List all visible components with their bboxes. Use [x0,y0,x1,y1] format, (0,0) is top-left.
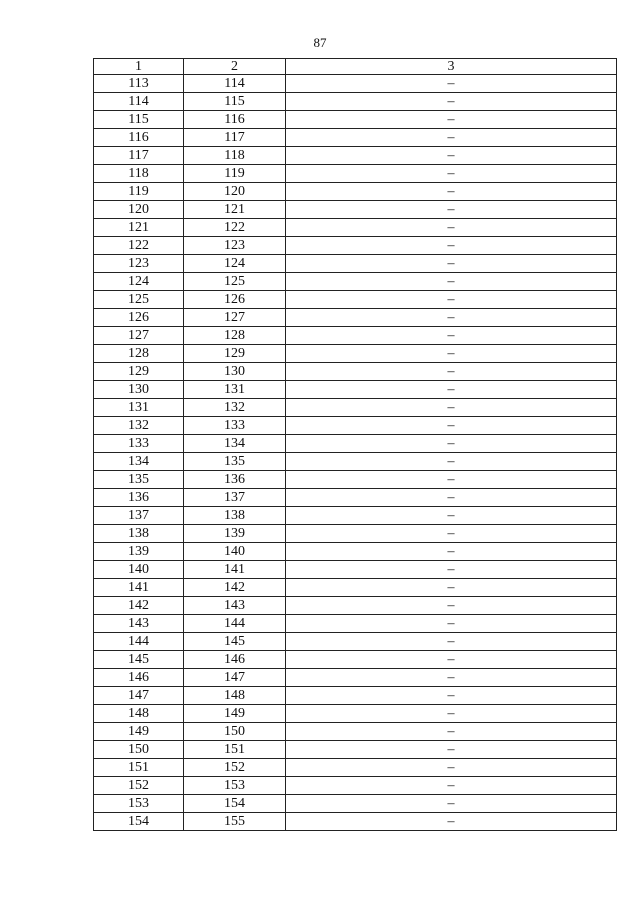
table-cell-col3: – [286,111,617,129]
table-row [94,75,617,93]
table-cell-col1: 140 [94,561,184,579]
table-cell-col1: 123 [94,255,184,273]
table-row [94,687,617,705]
table-cell-col1: 141 [94,579,184,597]
table-cell-col1: 152 [94,777,184,795]
table-cell-col2: 148 [184,687,286,705]
table-cell-col1: 151 [94,759,184,777]
table-cell-col1: 130 [94,381,184,399]
table-cell-col3: – [286,363,617,381]
page-number: 87 [313,35,327,50]
table-cell-col1: 121 [94,219,184,237]
table-cell-col1: 153 [94,795,184,813]
table-cell-col1: 134 [94,453,184,471]
table-row [94,633,617,651]
table-cell-col1: 138 [94,525,184,543]
table-cell-col1: 116 [94,129,184,147]
table-cell-col3: – [286,399,617,417]
table-cell-col1: 115 [94,111,184,129]
table-cell-col2: 151 [184,741,286,759]
table-cell-col1: 136 [94,489,184,507]
table-row [94,507,617,525]
table-row [94,525,617,543]
table-row [94,651,617,669]
table-row [94,471,617,489]
table-row [94,543,617,561]
table-cell-col1: 131 [94,399,184,417]
table-cell-col3: – [286,255,617,273]
table-cell-col2: 153 [184,777,286,795]
table-cell-col1: 126 [94,309,184,327]
table-cell-col3: – [286,597,617,615]
table-row [94,381,617,399]
table-cell-col2: 132 [184,399,286,417]
table-cell-col3: – [286,381,617,399]
table-cell-col2: 149 [184,705,286,723]
table-cell-col3: – [286,651,617,669]
column-header-2: 2 [184,59,286,75]
table-row [94,579,617,597]
table-cell-col2: 147 [184,669,286,687]
table-cell-col1: 146 [94,669,184,687]
table-cell-col2: 139 [184,525,286,543]
table-cell-col2: 144 [184,615,286,633]
table-cell-col2: 131 [184,381,286,399]
table-cell-col1: 125 [94,291,184,309]
table-cell-col2: 120 [184,183,286,201]
table-cell-col3: – [286,183,617,201]
table-cell-col2: 119 [184,165,286,183]
table-row [94,309,617,327]
table-row [94,363,617,381]
table-cell-col1: 147 [94,687,184,705]
table-row [94,129,617,147]
table-row [94,219,617,237]
table-cell-col1: 149 [94,723,184,741]
table-cell-col3: – [286,759,617,777]
table-cell-col3: – [286,471,617,489]
table-row [94,291,617,309]
table-cell-col3: – [286,795,617,813]
table-cell-col3: – [286,165,617,183]
table-cell-col2: 133 [184,417,286,435]
table-cell-col1: 150 [94,741,184,759]
table-row [94,399,617,417]
table-cell-col1: 137 [94,507,184,525]
table-cell-col2: 121 [184,201,286,219]
table-row [94,759,617,777]
table-row [94,183,617,201]
table-row [94,795,617,813]
table-cell-col1: 122 [94,237,184,255]
table-cell-col1: 148 [94,705,184,723]
table-row [94,147,617,165]
table-cell-col2: 145 [184,633,286,651]
table-row [94,255,617,273]
column-header-1: 1 [94,59,184,75]
table-cell-col2: 141 [184,561,286,579]
table-row [94,813,617,831]
table-cell-col2: 114 [184,75,286,93]
table-cell-col2: 118 [184,147,286,165]
table-cell-col1: 132 [94,417,184,435]
table-row [94,165,617,183]
table-cell-col2: 123 [184,237,286,255]
table-cell-col1: 144 [94,633,184,651]
table-cell-col2: 155 [184,813,286,831]
table-row [94,237,617,255]
table-row [94,489,617,507]
table-cell-col2: 135 [184,453,286,471]
table-row [94,741,617,759]
table-cell-col2: 122 [184,219,286,237]
table-cell-col3: – [286,507,617,525]
table-row [94,561,617,579]
table-cell-col2: 125 [184,273,286,291]
table-cell-col1: 120 [94,201,184,219]
table-row [94,669,617,687]
table-cell-col2: 116 [184,111,286,129]
table-header-row [94,59,617,75]
table-cell-col1: 143 [94,615,184,633]
table-cell-col2: 115 [184,93,286,111]
table-cell-col3: – [286,633,617,651]
table-cell-col1: 118 [94,165,184,183]
table-cell-col2: 130 [184,363,286,381]
table-cell-col3: – [286,525,617,543]
table-cell-col2: 136 [184,471,286,489]
table-row [94,111,617,129]
table-cell-col3: – [286,147,617,165]
table-cell-col3: – [286,93,617,111]
table-cell-col3: – [286,669,617,687]
table-cell-col3: – [286,579,617,597]
table-row [94,273,617,291]
table-cell-col2: 137 [184,489,286,507]
table-cell-col2: 154 [184,795,286,813]
table-cell-col3: – [286,435,617,453]
table-row [94,327,617,345]
table-row [94,435,617,453]
table-cell-col3: – [286,741,617,759]
table-cell-col3: – [286,489,617,507]
table-cell-col2: 126 [184,291,286,309]
table-row [94,453,617,471]
table-cell-col3: – [286,327,617,345]
table-cell-col3: – [286,129,617,147]
table-cell-col1: 114 [94,93,184,111]
table-body [94,75,617,831]
table-cell-col2: 129 [184,345,286,363]
table-cell-col2: 143 [184,597,286,615]
table-cell-col1: 128 [94,345,184,363]
table-cell-col3: – [286,219,617,237]
table-cell-col3: – [286,201,617,219]
column-header-3: 3 [286,59,617,75]
table-cell-col3: – [286,237,617,255]
table-cell-col3: – [286,345,617,363]
table-cell-col3: – [286,561,617,579]
table-cell-col3: – [286,777,617,795]
table-cell-col3: – [286,687,617,705]
table-cell-col3: – [286,453,617,471]
table-row [94,777,617,795]
table-row [94,615,617,633]
table-row [94,201,617,219]
table-row [94,417,617,435]
table-cell-col1: 145 [94,651,184,669]
table-row [94,705,617,723]
table-cell-col3: – [286,813,617,831]
table-row [94,597,617,615]
table-row [94,93,617,111]
table-cell-col3: – [286,417,617,435]
table-cell-col2: 152 [184,759,286,777]
table-cell-col3: – [286,273,617,291]
table-cell-col3: – [286,291,617,309]
table-cell-col1: 142 [94,597,184,615]
table-cell-col2: 117 [184,129,286,147]
table-cell-col2: 127 [184,309,286,327]
table-cell-col2: 142 [184,579,286,597]
table-cell-col2: 134 [184,435,286,453]
table-cell-col1: 119 [94,183,184,201]
table-cell-col2: 140 [184,543,286,561]
table-cell-col1: 127 [94,327,184,345]
table-cell-col1: 129 [94,363,184,381]
table-cell-col1: 154 [94,813,184,831]
table-cell-col2: 138 [184,507,286,525]
table-cell-col3: – [286,705,617,723]
table-cell-col1: 133 [94,435,184,453]
table-cell-col1: 135 [94,471,184,489]
table-cell-col2: 124 [184,255,286,273]
table-cell-col3: – [286,723,617,741]
table-cell-col1: 124 [94,273,184,291]
table-row [94,345,617,363]
table-cell-col2: 128 [184,327,286,345]
table-cell-col3: – [286,309,617,327]
table-cell-col3: – [286,543,617,561]
table-cell-col1: 113 [94,75,184,93]
table-cell-col1: 139 [94,543,184,561]
table-cell-col2: 150 [184,723,286,741]
table-cell-col1: 117 [94,147,184,165]
data-table [93,58,617,831]
table-row [94,723,617,741]
table-cell-col3: – [286,615,617,633]
table-cell-col3: – [286,75,617,93]
table-cell-col2: 146 [184,651,286,669]
